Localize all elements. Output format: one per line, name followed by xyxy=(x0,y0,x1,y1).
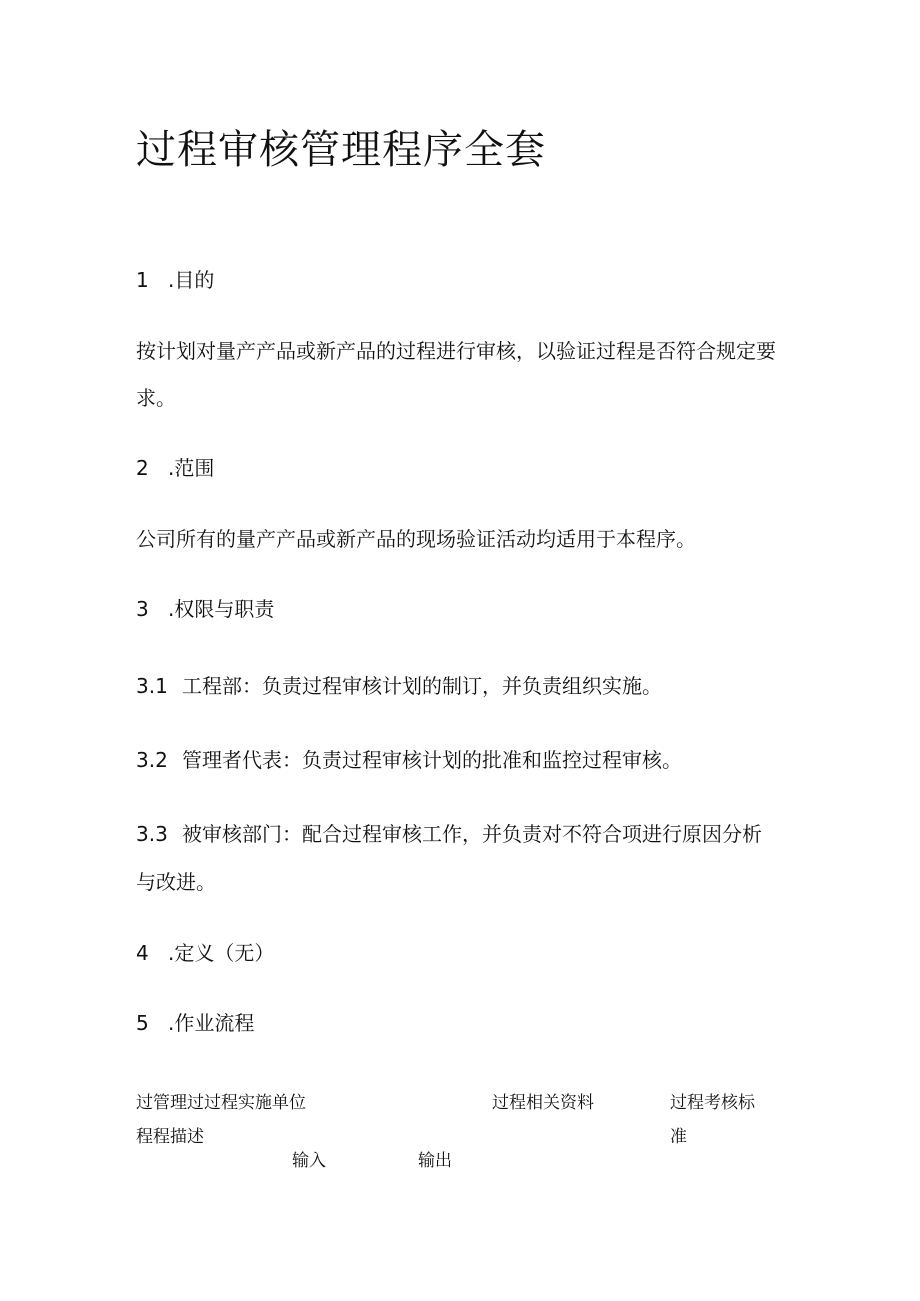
flow-table-related-docs: 过程相关资料 xyxy=(492,1093,594,1113)
section-title: .权限与职责 xyxy=(168,597,275,621)
section-number: 4 xyxy=(136,941,149,965)
flow-table-criteria-line2: 准 xyxy=(670,1127,687,1147)
purpose-text-line2: 求。 xyxy=(136,386,176,410)
flow-table-output: 输出 xyxy=(418,1151,452,1171)
flow-table-input: 输入 xyxy=(292,1151,326,1171)
item-number: 3.2 xyxy=(136,748,168,772)
section-title: .作业流程 xyxy=(168,1011,255,1035)
responsibility-item-management-rep xyxy=(136,748,682,772)
section-number: 1 xyxy=(136,268,149,292)
document-title: 过程审核管理程序全套 xyxy=(136,127,546,173)
responsibility-item-engineering xyxy=(136,674,662,698)
scope-text: 公司所有的量产产品或新产品的现场验证活动均适用于本程序。 xyxy=(136,527,696,551)
section-number: 3 xyxy=(136,597,149,621)
section-heading-workflow xyxy=(136,1011,254,1035)
item-text: 管理者代表：负责过程审核计划的批准和监控过程审核。 xyxy=(182,748,682,772)
section-title: .目的 xyxy=(168,268,215,292)
section-title: .范围 xyxy=(168,456,215,480)
responsibility-item-audited-dept-continued: 与改进。 xyxy=(136,870,216,894)
responsibility-item-audited-dept xyxy=(136,822,762,846)
flow-table-criteria-line1: 过程考核标 xyxy=(670,1093,755,1113)
purpose-text-line1: 按计划对量产产品或新产品的过程进行审核，以验证过程是否符合规定要 xyxy=(136,339,776,363)
item-number: 3.1 xyxy=(136,674,168,698)
section-heading-purpose xyxy=(136,268,214,292)
section-number: 2 xyxy=(136,456,149,480)
section-number: 5 xyxy=(136,1011,149,1035)
item-text: 工程部：负责过程审核计划的制订，并负责组织实施。 xyxy=(182,674,662,698)
section-heading-scope xyxy=(136,456,214,480)
item-text: 被审核部门：配合过程审核工作，并负责对不符合项进行原因分析 xyxy=(182,822,762,846)
flow-table-header-line1: 过管理过过程实施单位 xyxy=(136,1093,306,1113)
section-heading-responsibilities xyxy=(136,597,274,621)
section-title: .定义（无） xyxy=(168,941,275,965)
item-number: 3.3 xyxy=(136,822,168,846)
flow-table-header-line2: 程程描述 xyxy=(136,1127,204,1147)
section-heading-definitions xyxy=(136,941,274,965)
